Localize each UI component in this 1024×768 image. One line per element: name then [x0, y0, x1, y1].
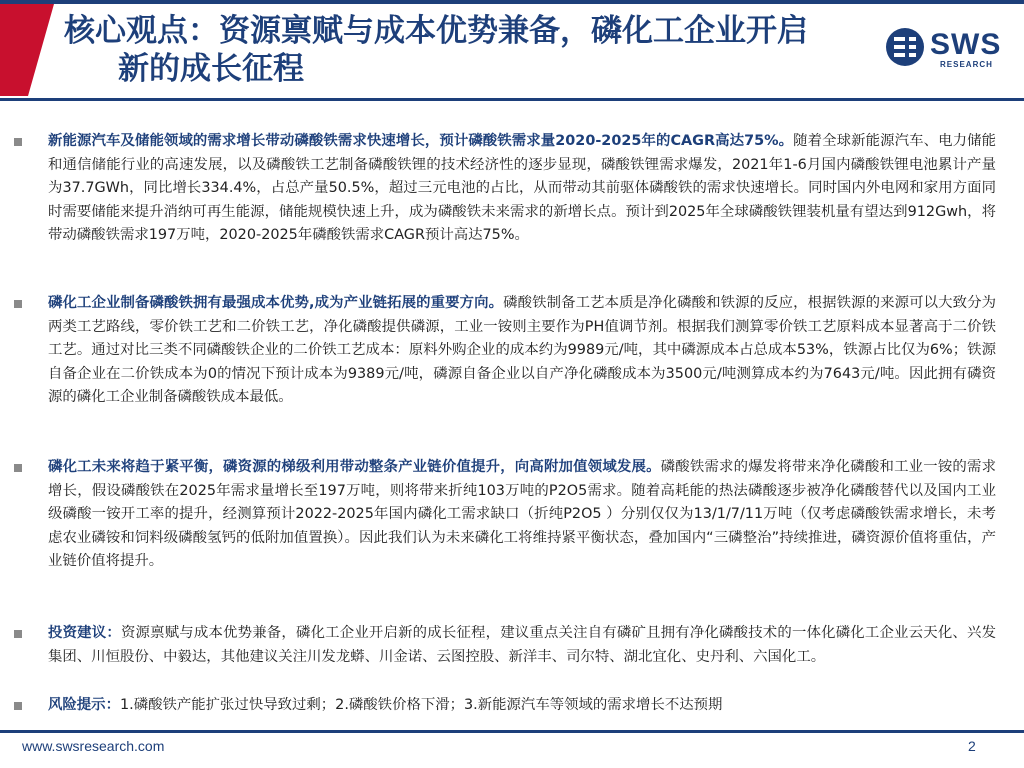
page-number: 2 [968, 738, 976, 754]
page-title-line-1: 核心观点：资源禀赋与成本优势兼备，磷化工企业开启 [64, 13, 808, 49]
square-bullet-icon [14, 702, 22, 710]
key-point-lead: 投资建议： [48, 625, 121, 641]
key-point-text [48, 292, 996, 410]
square-bullet-icon [14, 464, 22, 472]
key-point-text [48, 130, 996, 248]
page-title [64, 12, 884, 88]
header-bottom-rule [0, 98, 1024, 101]
key-point-lead: 新能源汽车及储能领域的需求增长带动磷酸铁需求快速增长，预计磷酸铁需求量2020-2025年的CAGR高达75%。 [48, 133, 794, 149]
key-point-lead: 风险提示： [48, 697, 120, 713]
square-bullet-icon [14, 300, 22, 308]
key-point-text [48, 622, 996, 669]
key-point-body: 随着全球新能源汽车、电力储能和通信储能行业的高速发展，以及磷酸铁工艺制备磷酸铁锂的技术经济性的逐步显现，磷酸铁锂需求爆发，2021年1-6月国内磷酸铁锂电池累计产量为37.7GWh，同比增长334.4%，占总产量50.5%，超过三元电池的占比，从而带动其前驱体磷酸铁的需求快速增长。同时国内外电网和家用方面同时需要储能来提升消纳可再生能源，储能规模快速上升，成为磷酸铁未来需求的新增长点。预计到2025年全球磷酸铁锂装机量有望达到912Gwh，将带动磷酸铁需求197万吨，2020-2025年磷酸铁需求CAGR预计高达75%。 [48, 133, 996, 244]
logo-wordmark: SWS [930, 28, 1002, 61]
key-point-text [48, 456, 996, 574]
key-point-body: 资源禀赋与成本优势兼备，磷化工企业开启新的成长征程，建议重点关注自有磷矿且拥有净化磷酸技术的一体化磷化工企业云天化、兴发集团、川恒股份、中毅达，其他建议关注川发龙蟒、川金诺、云图控股、新洋丰、司尔特、湖北宜化、史丹利、六国化工。 [48, 625, 996, 665]
key-point-body: 1.磷酸铁产能扩张过快导致过剩；2.磷酸铁价格下滑；3.新能源汽车等领域的需求增长不达预期 [119, 697, 723, 713]
footer-url[interactable]: www.swsresearch.com [22, 738, 165, 754]
square-bullet-icon [14, 630, 22, 638]
logo-subtext: RESEARCH [940, 60, 993, 69]
key-point-body: 磷酸铁制备工艺本质是净化磷酸和铁源的反应，根据铁源的来源可以大致分为两类工艺路线，零价铁工艺和二价铁工艺，净化磷酸提供磷源，工业一铵则主要作为PH值调节剂。根据我们测算零价铁工艺原料成本显著高于二价铁工艺。通过对比三类不同磷酸铁企业的二价铁工艺成本：原料外购企业的成本约为9989元/吨，其中磷源成本占总成本53%，铁源占比仅为6%；铁源自备企业在二价铁成本为0的情况下预计成本为9389元/吨，磷源自备企业以自产净化磷酸成本为3500元/吨测算成本约为7643元/吨。因此拥有磷资源的磷化工企业制备磷酸铁成本最低。 [48, 295, 996, 406]
square-bullet-icon [14, 138, 22, 146]
sws-logo-mark-icon [884, 26, 926, 68]
key-point-text [48, 694, 996, 718]
key-point-lead: 磷化工企业制备磷酸铁拥有最强成本优势,成为产业链拓展的重要方向。 [48, 295, 504, 311]
key-point-lead: 磷化工未来将趋于紧平衡，磷资源的梯级利用带动整条产业链价值提升，向高附加值领域发展。 [48, 459, 661, 475]
sws-logo [880, 22, 1010, 74]
footer-rule [0, 730, 1024, 733]
header-accent-bar [0, 4, 28, 96]
key-point-body: 磷酸铁需求的爆发将带来净化磷酸和工业一铵的需求增长，假设磷酸铁在2025年需求量增长至197万吨，则将带来折纯103万吨的P2O5需求。随着高耗能的热法磷酸逐步被净化磷酸替代以及国内工业级磷酸一铵开工率的提升，经测算预计2022-2025年国内磷化工需求缺口（折纯P2O5 ）分别仅仅为13/1/7/11万吨（仅考虑磷酸铁需求增长，未考虑农业磷铵和饲料级磷酸氢钙的低附加值置换）。因此我们认为未来磷化工将维持紧平衡状态，叠加国内“三磷整治”持续推进，磷资源价值将重估，产业链价值将提升。 [48, 459, 996, 570]
header-top-rule [0, 0, 1024, 4]
page-title-line-2: 新的成长征程 [118, 51, 304, 87]
